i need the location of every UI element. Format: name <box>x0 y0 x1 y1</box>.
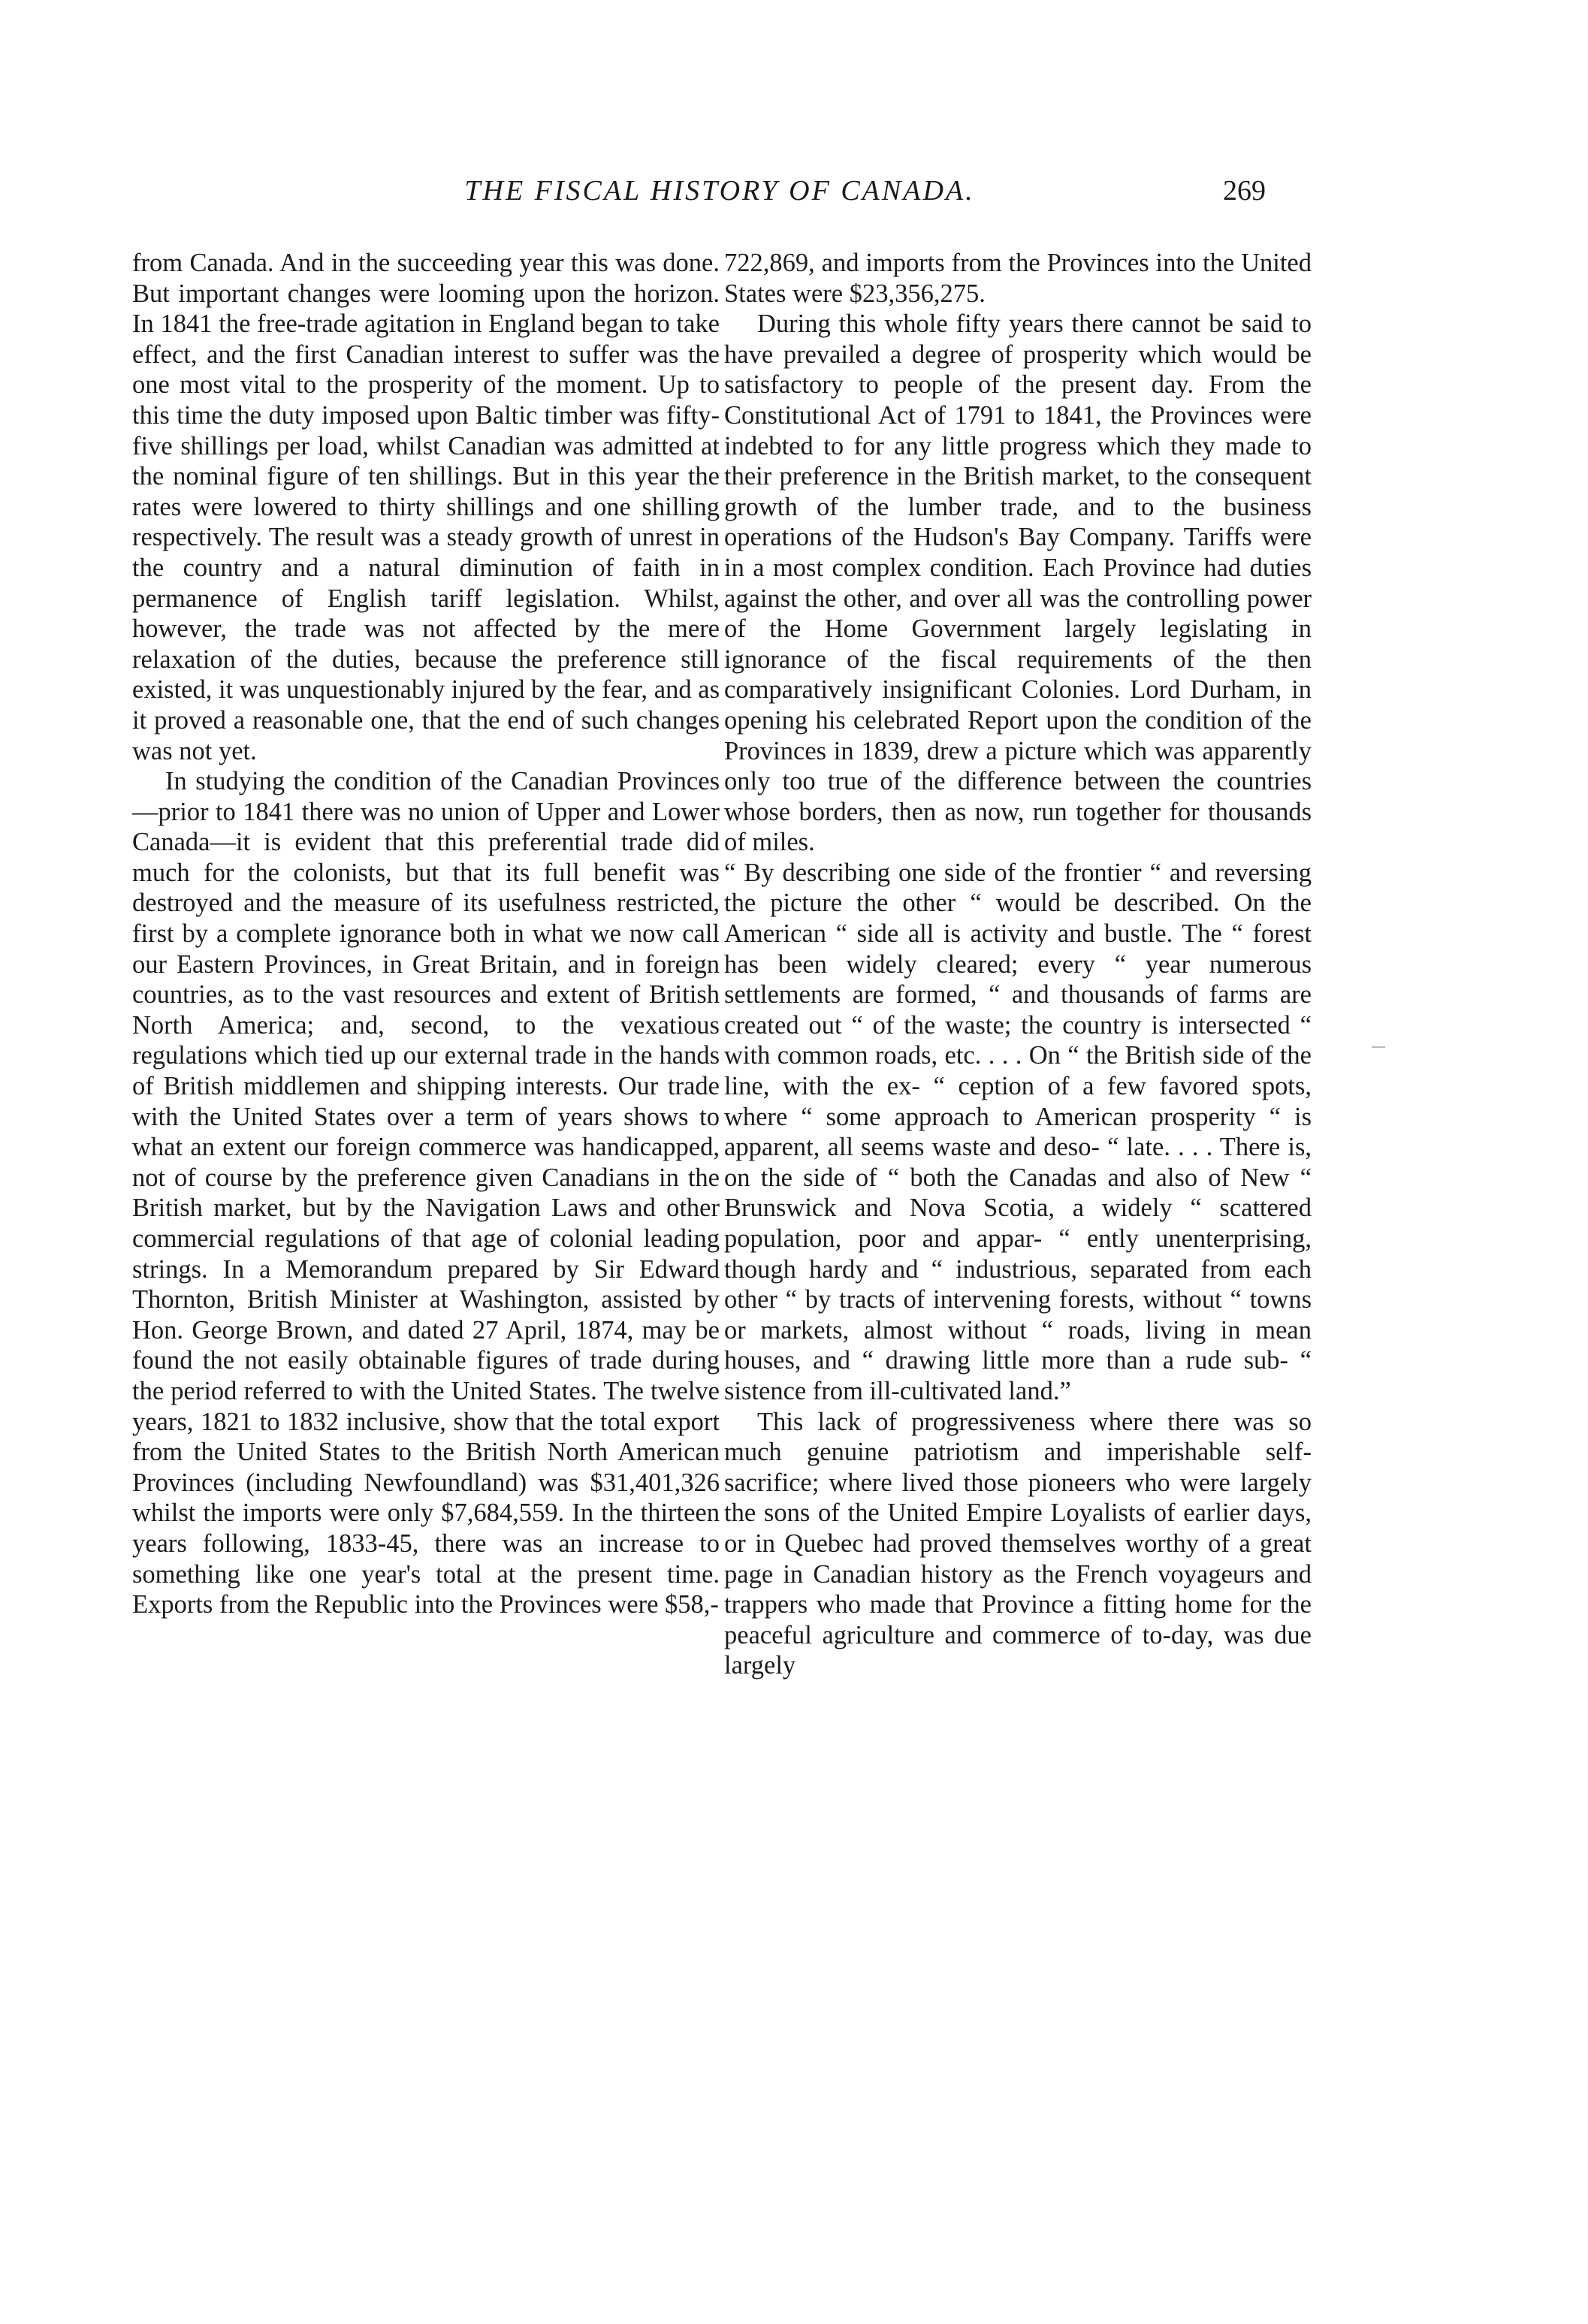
paragraph: During this whole fifty years there cannot be said to have prevailed a degree of prosperity which would be satisfactory to people of the present day. From the Constitutional Act of 1791 to 1841, the Provinces were indebted to for any little progress which they made to their preference in the British market, to the consequent growth of the lumber trade, and to the business operations of the Hudson's Bay Company. Tariffs were in a most complex condition. Each Province had duties against the other, and over all was the controlling power of the Home Government largely legislating in ignorance of the fiscal requirements of the then comparatively insignificant Colonies. Lord Durham, in opening his celebrated Report upon the condition of the Provinces in 1839, drew a picture which was apparently only too true of the difference between the countries whose borders, then as now, run together for thousands of miles. <box>724 309 1312 857</box>
block-quote: “ By describing one side of the frontier “ and reversing the picture the other “ would be described. On the American “ side all is activity and bustle. The “ forest has been widely cleared; every “ year numerous settlements are formed, “ and thousands of farms are created out “ of the waste; the country is intersected “ with common roads, etc. . . . On “ the British side of the line, with the ex- “ ception of a few favored spots, where “ some approach to American prosperity “ is apparent, all seems waste and deso- “ late. . . . There is, on the side of “ both the Canadas and also of New “ Brunswick and Nova Scotia, a widely “ scattered population, poor and appar- “ ently unenterprising, though hardy and “ industrious, separated from each other “ by tracts of intervening forests, without “ towns or markets, almost without “ roads, living in mean houses, and “ drawing little more than a rude sub- “ sistence from ill-cultivated land.” <box>724 858 1312 1405</box>
left-column <box>132 248 720 1620</box>
right-column <box>724 248 1312 1681</box>
running-title: THE FISCAL HISTORY OF CANADA. <box>464 175 975 207</box>
paragraph: This lack of progressiveness where there was so much genuine patriotism and imperishable self-sacrifice; where lived those pioneers who were largely the sons of the United Empire Loyalists of earlier days, or in Quebec had proved themselves worthy of a great page in Canadian history as the French voyageurs and trappers who made that Province a fitting home for the peaceful agriculture and commerce of to-day, was due largely <box>724 1407 1312 1680</box>
paragraph: 722,869, and imports from the Provinces into the United States were $23,356,275. <box>724 249 1312 308</box>
paragraph: from Canada. And in the succeeding year this was done. But important changes were looming upon the horizon. In 1841 the free-trade agitation in England began to take effect, and the first Canadian interest to suffer was the one most vital to the prosperity of the moment. Up to this time the duty imposed upon Baltic timber was fifty-five shillings per load, whilst Canadian was admitted at the nominal figure of ten shillings. But in this year the rates were lowered to thirty shillings and one shilling respectively. The result was a steady growth of unrest in the country and a natural diminution of faith in permanence of English tariff legislation. Whilst, however, the trade was not affected by the mere relaxation of the duties, because the preference still existed, it was unquestionably injured by the fear, and as it proved a reasonable one, that the end of such changes was not yet. <box>132 249 720 765</box>
page-number: 269 <box>1223 175 1266 207</box>
paragraph: In studying the condition of the Canadian Provinces—prior to 1841 there was no union of Upper and Lower Canada—it is evident that this preferential trade did much for the colonists, but that its full benefit was destroyed and the measure of its usefulness restricted, first by a complete ignorance both in what we now call our Eastern Provinces, in Great Britain, and in foreign countries, as to the vast resources and extent of British North America; and, second, to the vexatious regulations which tied up our external trade in the hands of British middlemen and shipping interests. Our trade with the United States over a term of years shows to what an extent our foreign commerce was handicapped, not of course by the preference given Canadians in the British market, but by the Navigation Laws and other commercial regulations of that age of colonial leading strings. In a Memorandum prepared by Sir Edward Thornton, British Minister at Washington, assisted by Hon. George Brown, and dated 27 April, 1874, may be found the not easily obtainable figures of trade during the period referred to with the United States. The twelve years, 1821 to 1832 inclusive, show that the total export from the United States to the British North American Provinces (including Newfoundland) was $31,401,326 whilst the imports were only $7,684,559. In the thirteen years following, 1833-45, there was an increase to something like one year's total at the present time. Exports from the Republic into the Provinces were $58,- <box>132 767 720 1619</box>
running-head <box>0 174 1588 219</box>
margin-mark <box>1372 1046 1385 1048</box>
